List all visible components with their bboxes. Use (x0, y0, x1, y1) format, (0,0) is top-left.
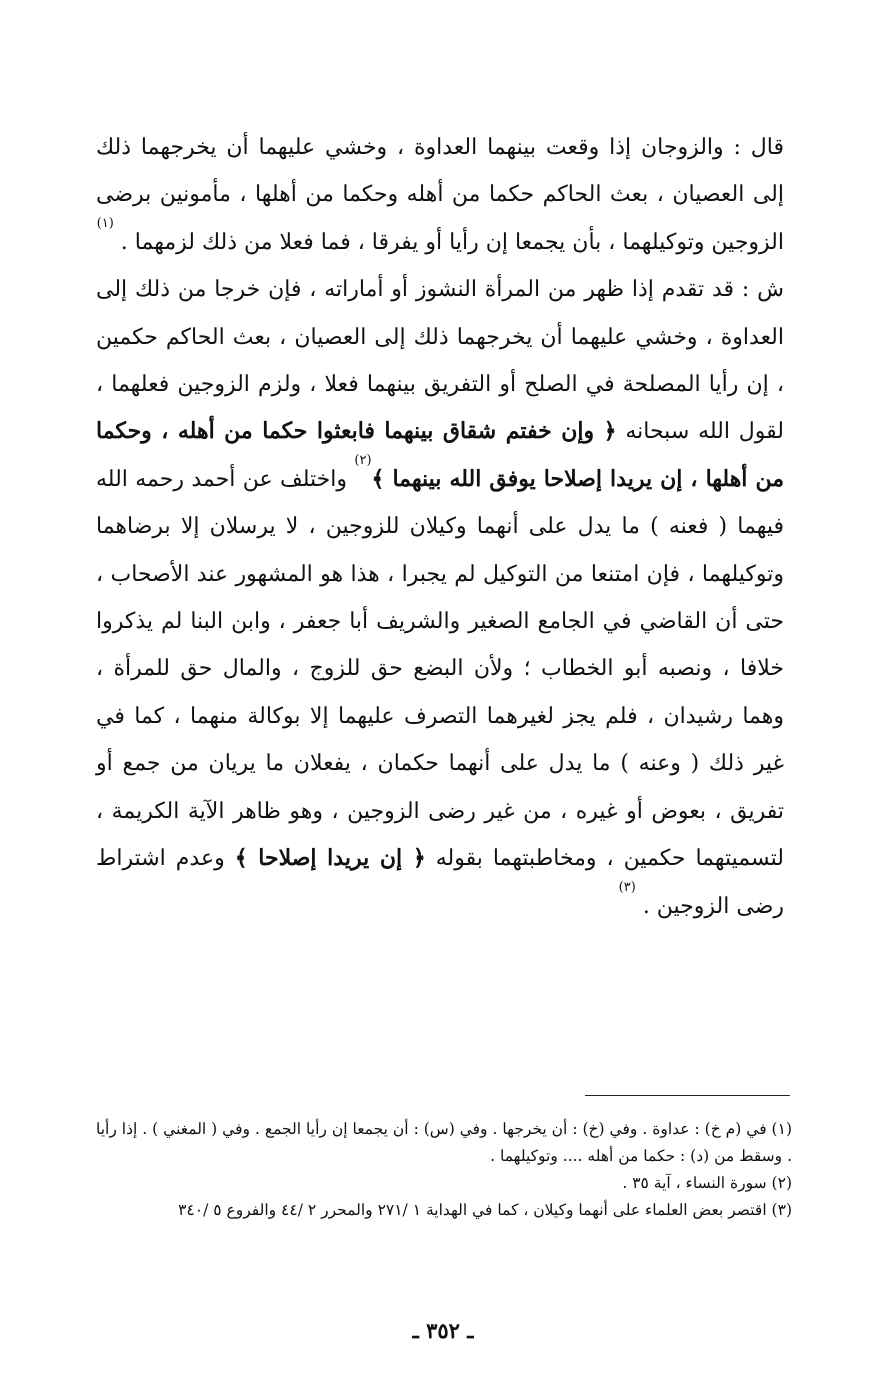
paragraph-matn (96, 124, 784, 266)
footnotes (96, 1116, 792, 1224)
footnote-1: (١) في (م خ) : عداوة . وفي (خ) : أن يخرجها . وفي (س) : أن يجمعا إن رأيا الجمع . وفي ( المغني ) . إذا رأيا . وسقط من (د) : حكما من أهله .... وتوكيلهما . (96, 1120, 792, 1165)
footnote-2: (٢) سورة النساء ، آية ٣٥ . (622, 1174, 792, 1192)
footnote-ref-3: (٣) (618, 879, 636, 895)
sharh-text-b: واختلف عن أحمد رحمه الله فيهما ( فعنه ) ما يدل على أنهما وكيلان للزوجين ، لا يرسلان إلا برضاهما وتوكيلهما ، فإن امتنعا من التوكيل لم يجبرا ، هذا هو المشهور عند الأصحاب ، حتى أن القاضي في الجامع الصغير والشريف أبا جعفر ، وابن البنا لم يذكروا خلافا ، ونصبه أبو الخطاب ؛ ولأن البضع حق للزوج ، والمال حق للمرأة ، وهما رشيدان ، فلم يجز لغيرهما التصرف عليهما إلا بوكالة منهما ، كما في غير ذلك ( وعنه ) ما يدل على أنهما حكمان ، يفعلان ما يريان من جمع أو تفريق ، بعوض أو غيره ، من غير رضى الزوجين ، وهو ظاهر الآية الكريمة ، لتسميتهما حكمين ، ومخاطبتهما بقوله (96, 466, 784, 872)
footnote-ref-2: (٢) (354, 452, 372, 468)
matn-text: قال : والزوجان إذا وقعت بينهما العداوة ، وخشي عليهما أن يخرجهما ذلك إلى العصيان ، بعث الحاكم حكما من أهله وحكما من أهلها ، مأمونين برضى الزوجين وتوكيلهما ، بأن يجمعا إن رأيا أو يفرقا ، فما فعلا من ذلك لزمهما . (96, 135, 784, 255)
quran-verse-2: ﴿ إن يريدا إصلاحا ﴾ (234, 845, 426, 872)
sharh-text-c: وعدم اشتراط رضى الزوجين . (96, 846, 784, 919)
page-number: ـ ٣٥٢ ـ (412, 1318, 474, 1343)
sharh-text-a: ش : قد تقدم إذا ظهر من المرأة النشوز أو أماراته ، فإن خرجا من ذلك إلى العداوة ، وخشي عليهما أن يخرجهما ذلك إلى العصيان ، بعث الحاكم حكمين ، إن رأيا المصلحة في الصلح أو التفريق بينهما فعلا ، ولزم الزوجين فعلهما ، لقول الله سبحانه (96, 277, 784, 445)
footnote-3: (٣) اقتصر بعض العلماء على أنهما وكيلان ، كما في الهداية ١ /٢٧١ والمحرر ٢ /٤٤ والفروع ٥ /٣٤٠ (178, 1201, 792, 1219)
footnote-ref-1: (١) (96, 215, 114, 231)
footnote-divider (585, 1095, 790, 1096)
main-text (96, 124, 784, 930)
paragraph-sharh (96, 266, 784, 930)
quran-verse: ﴿ وإن خفتم شقاق بينهما فابعثوا حكما من أهله ، وحكما من أهلها ، إن يريدا إصلاحا يوفق الله بينهما ﴾ (96, 418, 784, 492)
